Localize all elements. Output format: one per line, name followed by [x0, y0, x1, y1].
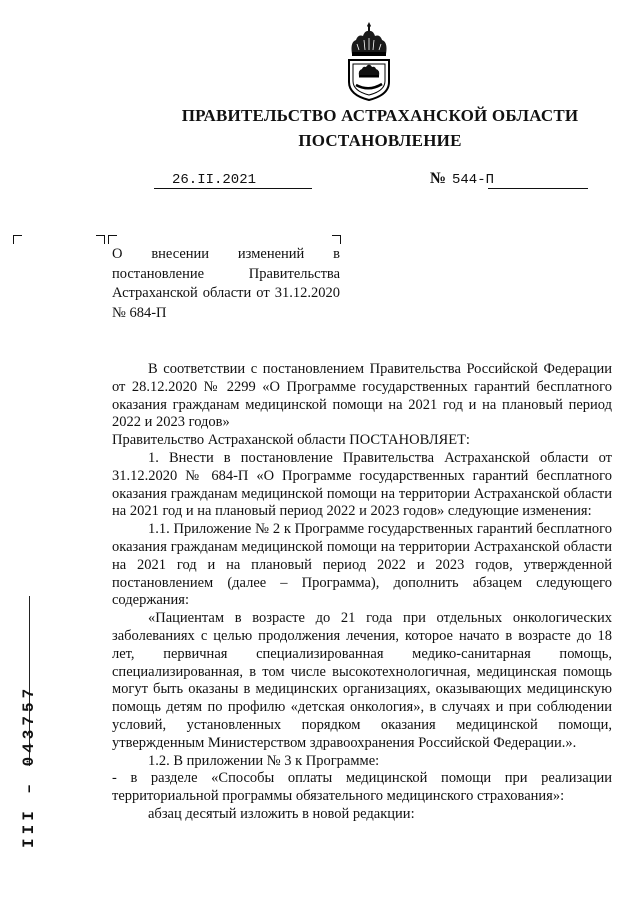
paragraph-1: 1. Внести в постановление Правительства Астраханской области от 31.12.2020 № 684-П «О Программе государственных гарантий бесплатного оказания гражданам медицинской помощи на территории Астраханской области на 2021 год и на плановый период 2022 и 2023 годов» следующие изменения:	[112, 449, 612, 520]
government-title: ПРАВИТЕЛЬСТВО АСТРАХАНСКОЙ ОБЛАСТИ	[181, 106, 579, 125]
date-underline	[154, 188, 312, 189]
corner-mark	[96, 235, 105, 244]
paragraph-1-2: 1.2. В приложении № 3 к Программе:	[148, 752, 380, 769]
intro-paragraph: В соответствии с постановлением Правительства Российской Федерации от 28.12.2020 № 2299 «О Программе государственных гарантий бесплатного оказания гражданам медицинской помощи на 2021 год и на плановый период 2022 и 2023 годов»	[112, 361, 612, 431]
number-sign: №	[430, 170, 447, 187]
decree-line: Правительство Астраханской области ПОСТАНОВЛЯЕТ:	[112, 432, 470, 449]
astrakhan-emblem-icon	[344, 20, 394, 102]
document-number: 544-П	[452, 172, 495, 188]
document-date: 26.II.2021	[172, 172, 257, 188]
tenth-paragraph-note: абзац десятый изложить в новой редакции:	[148, 805, 415, 822]
dash-item: - в разделе «Способы оплаты медицинской помощи при реализации территориальной программы обязательного медицинского страхования»:	[112, 770, 612, 805]
document-subject: О внесении изменений в постановление Правительства Астраханской области от 31.12.2020 № 684-П	[112, 246, 340, 321]
document-body	[112, 361, 612, 824]
corner-mark	[108, 235, 117, 244]
document-type: ПОСТАНОВЛЕНИЕ	[298, 131, 462, 150]
paragraph-1-1: 1.1. Приложение № 2 к Программе государственных гарантий бесплатного оказания гражданам медицинской помощи на территории Астраханской области на 2021 год и на плановый период 2022 и 2023 годов, утвержденной постановлением (далее – Программа), дополнить абзацем следующего содержания:	[112, 521, 612, 609]
corner-mark	[13, 235, 22, 244]
form-serial-number: III – 043757	[20, 684, 38, 848]
number-underline	[488, 188, 588, 189]
quoted-paragraph: «Пациентам в возрасте до 21 года при отдельных онкологических заболеваниях с целью продолжения лечения, которое начато в возрасте до 18 лет, первичная специализированная медико-санитарная помощь, специализированная, в том числе высокотехнологичная, медицинская помощь могут быть оказаны в медицинских организациях, оказывающих медицинскую помощь детям по профилю «детская онкология», в случаях и при соблюдении условий, установленных порядком оказания медицинской помощи, утвержденным Министерством здравоохранения Российской Федерации.».	[112, 610, 612, 751]
corner-mark	[332, 235, 341, 244]
